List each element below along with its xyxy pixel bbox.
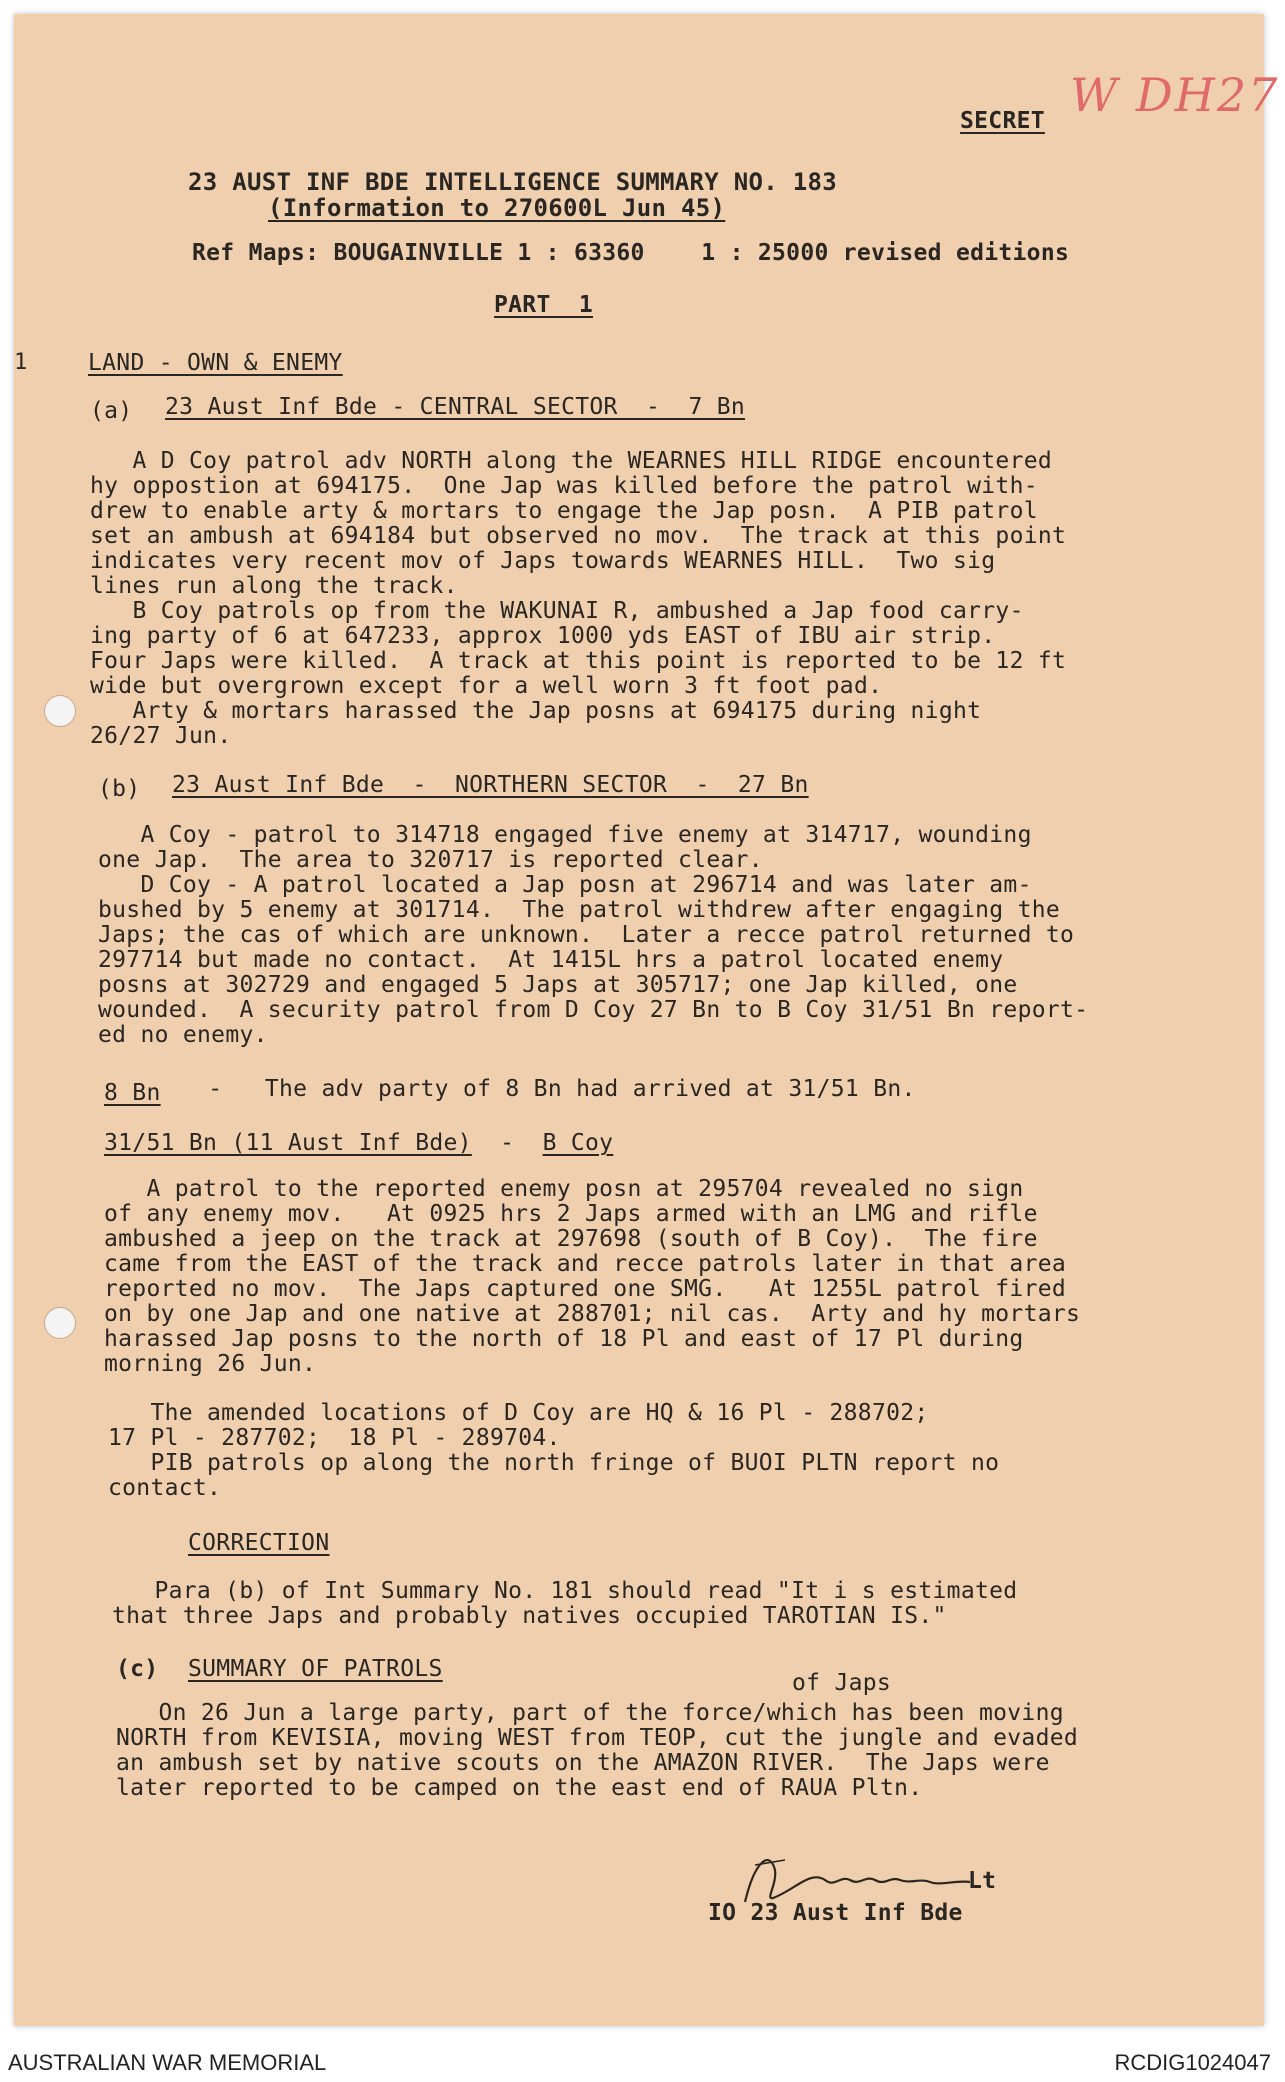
para-a1-line: indicates very recent mov of Japs towards WEARNES HILL. Two sig xyxy=(90,548,996,574)
footer-record-id: RCDIG1024047 xyxy=(1114,2050,1271,2075)
punch-hole xyxy=(44,1307,76,1339)
para-a3-line: Arty & mortars harassed the Jap posns at 694175 during night xyxy=(90,698,982,724)
subsection-c-label: (c) xyxy=(116,1656,159,1682)
para-c1-line: A patrol to the reported enemy posn at 295704 revealed no sign xyxy=(104,1176,1024,1202)
para-a3-line: 26/27 Jun. xyxy=(90,723,232,749)
para-a1-line: A D Coy patrol adv NORTH along the WEARNES HILL RIDGE encountered xyxy=(90,448,1053,474)
signature-rank: Lt xyxy=(968,1868,997,1894)
para-a1-line: set an ambush at 694184 but observed no mov. The track at this point xyxy=(90,523,1067,549)
para-b1-line: A Coy - patrol to 314718 engaged five enemy at 314717, wounding xyxy=(98,822,1032,848)
para-c1-line: came from the EAST of the track and recce patrols later in that area xyxy=(104,1251,1067,1277)
bn-3151-dash: - xyxy=(471,1130,543,1156)
summary-line: NORTH from KEVISIA, moving WEST from TEOP, cut the jungle and evaded xyxy=(116,1725,1079,1751)
para-c1-line: of any enemy mov. At 0925 hrs 2 Japs armed with an LMG and rifle xyxy=(104,1201,1038,1227)
para-a2-line: B Coy patrols op from the WAKUNAI R, ambushed a Jap food carry- xyxy=(90,598,1024,624)
eight-bn-text: - The adv party of 8 Bn had arrived at 31/51 Bn. xyxy=(180,1076,916,1102)
para-c2-line: 17 Pl - 287702; 18 Pl - 289704. xyxy=(108,1425,561,1451)
subsection-b-label: (b) xyxy=(98,776,141,802)
para-a1-line: hy oppostion at 694175. One Jap was killed before the patrol with- xyxy=(90,473,1038,499)
correction-line: that three Japs and probably natives occupied TAROTIAN IS." xyxy=(112,1603,947,1629)
subsection-a-label: (a) xyxy=(90,398,133,424)
para-a1-line: drew to enable arty & mortars to engage the Jap posn. A PIB patrol xyxy=(90,498,1038,524)
para-c1-line: ambushed a jeep on the track at 297698 (south of B Coy). The fire xyxy=(104,1226,1038,1252)
para-b2-line: ed no enemy. xyxy=(98,1022,268,1048)
document-title: 23 AUST INF BDE INTELLIGENCE SUMMARY NO. 183 xyxy=(188,168,837,196)
bn-3151-heading xyxy=(104,1130,613,1156)
para-c1-line: on by one Jap and one native at 288701; nil cas. Arty and hy mortars xyxy=(104,1301,1081,1327)
part-heading: PART 1 xyxy=(494,292,594,318)
eight-bn-label: 8 Bn xyxy=(104,1080,161,1106)
para-b2-line: posns at 302729 and engaged 5 Japs at 305717; one Jap killed, one xyxy=(98,972,1018,998)
summary-heading: SUMMARY OF PATROLS xyxy=(188,1656,443,1682)
para-b2-line: wounded. A security patrol from D Coy 27 Bn to B Coy 31/51 Bn report- xyxy=(98,997,1089,1023)
summary-line: an ambush set by native scouts on the AMAZON RIVER. The Japs were xyxy=(116,1750,1050,1776)
para-a2-line: ing party of 6 at 647233, approx 1000 yds EAST of IBU air strip. xyxy=(90,623,996,649)
para-a2-line: Four Japs were killed. A track at this point is reported to be 12 ft xyxy=(90,648,1067,674)
para-c1-line: harassed Jap posns to the north of 18 Pl and east of 17 Pl during xyxy=(104,1326,1024,1352)
para-c3-line: contact. xyxy=(108,1475,222,1501)
para-a1-line: lines run along the track. xyxy=(90,573,458,599)
subsection-b-heading: 23 Aust Inf Bde - NORTHERN SECTOR - 27 Bn xyxy=(172,772,809,798)
para-b2-line: D Coy - A patrol located a Jap posn at 296714 and was later am- xyxy=(98,872,1032,898)
signature-title: IO 23 Aust Inf Bde xyxy=(708,1900,963,1926)
document-subtitle: (Information to 270600L Jun 45) xyxy=(268,194,726,222)
summary-line: later reported to be camped on the east end of RAUA Pltn. xyxy=(116,1775,923,1801)
para-b1-line: one Jap. The area to 320717 is reported clear. xyxy=(98,847,763,873)
summary-insert: of Japs xyxy=(792,1670,892,1696)
bn-3151-label: 31/51 Bn (11 Aust Inf Bde) xyxy=(104,1130,472,1156)
para-b2-line: 297714 but made no contact. At 1415L hrs a patrol located enemy xyxy=(98,947,1004,973)
bn-3151-coy: B Coy xyxy=(542,1130,614,1156)
ref-maps: Ref Maps: BOUGAINVILLE 1 : 63360 1 : 25000 revised editions xyxy=(192,240,1070,266)
para-c1-line: reported no mov. The Japs captured one SMG. At 1255L patrol fired xyxy=(104,1276,1067,1302)
correction-heading: CORRECTION xyxy=(188,1530,330,1556)
summary-line: On 26 Jun a large party, part of the force/which has been moving xyxy=(116,1700,1064,1726)
classification-marking: SECRET xyxy=(960,108,1045,134)
correction-line: Para (b) of Int Summary No. 181 should read "It i s estimated xyxy=(112,1578,1018,1604)
punch-hole xyxy=(44,695,76,727)
section-heading: LAND - OWN & ENEMY xyxy=(88,350,343,376)
para-c1-line: morning 26 Jun. xyxy=(104,1351,317,1377)
para-b2-line: Japs; the cas of which are unknown. Later a recce patrol returned to xyxy=(98,922,1075,948)
margin-number: 1 xyxy=(14,350,28,375)
footer-archive-name: AUSTRALIAN WAR MEMORIAL xyxy=(8,2050,327,2075)
para-c3-line: PIB patrols op along the north fringe of BUOI PLTN report no xyxy=(108,1450,1000,1476)
para-c2-line: The amended locations of D Coy are HQ & 16 Pl - 288702; xyxy=(108,1400,929,1426)
para-b2-line: bushed by 5 enemy at 301714. The patrol withdrew after engaging the xyxy=(98,897,1061,923)
subsection-a-heading: 23 Aust Inf Bde - CENTRAL SECTOR - 7 Bn xyxy=(165,394,746,420)
para-a2-line: wide but overgrown except for a well worn 3 ft foot pad. xyxy=(90,673,883,699)
handwritten-reference: W DH27 xyxy=(1070,68,1280,122)
